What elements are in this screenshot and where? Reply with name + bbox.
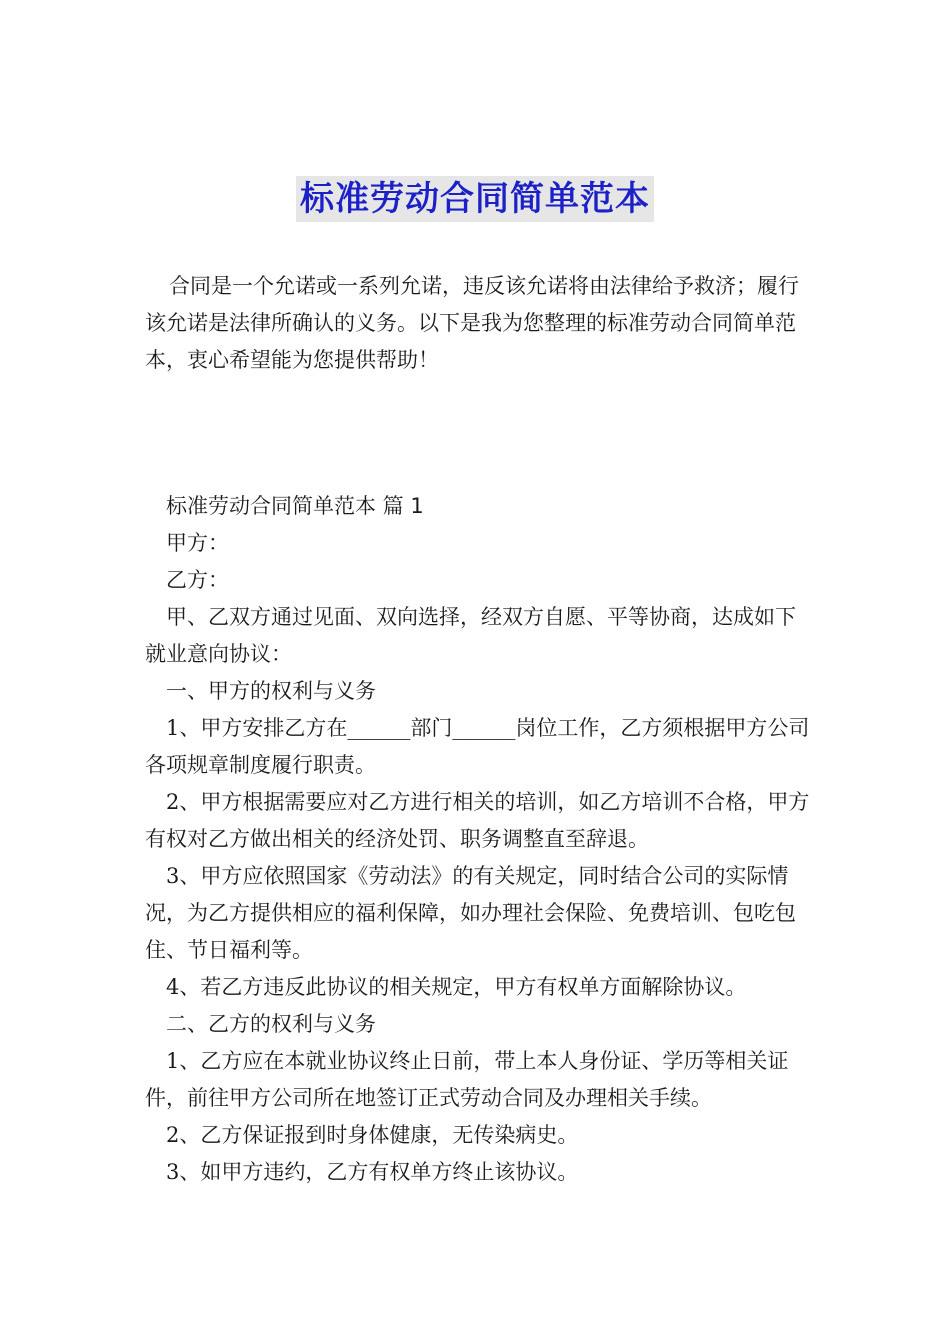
part1-item: 1、甲方安排乙方在______部门______岗位工作，乙方须根据甲方公司各项规章制度履行职责。 (145, 716, 810, 777)
part2-item: 1、乙方应在本就业协议终止日前，带上本人身份证、学历等相关证件，前往甲方公司所在地签订正式劳动合同及办理相关手续。 (145, 1049, 789, 1110)
intro-paragraph: 合同是一个允诺或一系列允诺，违反该允诺将由法律给予救济；履行该允诺是法律所确认的义务。以下是我为您整理的标准劳动合同简单范本，衷心希望能为您提供帮助！ (145, 274, 799, 372)
section-title: 标准劳动合同简单范本 篇 1 (166, 494, 424, 518)
part1-heading: 一、甲方的权利与义务 (166, 679, 376, 703)
part1-item: 3、甲方应依照国家《劳动法》的有关规定，同时结合公司的实际情况，为乙方提供相应的福利保障，如办理社会保险、免费培训、包吃包住、节日福利等。 (145, 864, 796, 962)
title-wrapper (0, 176, 950, 222)
document-title: 标准劳动合同简单范本 (296, 176, 654, 222)
part1-item: 4、若乙方违反此协议的相关规定，甲方有权单方面解除协议。 (166, 975, 747, 999)
agreement-paragraph: 甲、乙双方通过见面、双向选择，经双方自愿、平等协商，达成如下就业意向协议： (145, 605, 796, 666)
contract-body (145, 488, 810, 1191)
party-a-line: 甲方： (166, 531, 229, 555)
party-b-line: 乙方： (166, 568, 229, 592)
part1-item: 2、甲方根据需要应对乙方进行相关的培训，如乙方培训不合格，甲方有权对乙方做出相关的经济处罚、职务调整直至辞退。 (145, 790, 810, 851)
part2-heading: 二、乙方的权利与义务 (166, 1012, 376, 1036)
part2-item: 2、乙方保证报到时身体健康，无传染病史。 (166, 1123, 579, 1147)
part2-item: 3、如甲方违约，乙方有权单方终止该协议。 (166, 1160, 579, 1184)
